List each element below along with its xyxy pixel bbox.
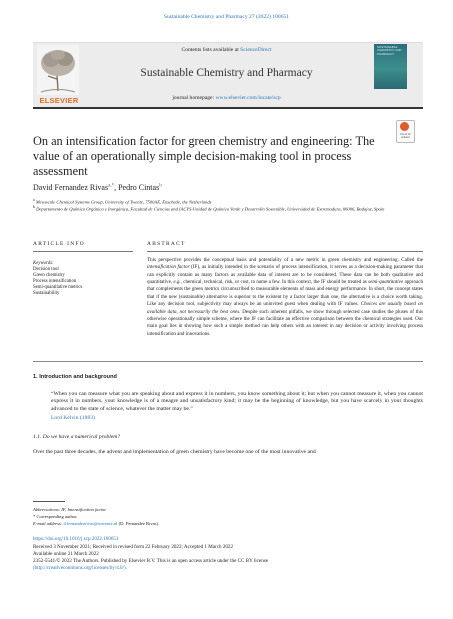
- abstract-text: approach that complements the green metrics circumscribed to measurable elements of mass and energy performance. In short, the concept states that if the new (sustainable) alternative is superior to the existent by a factor larger than one, the alternative is a choice worth taking. Like any decision tool, subjectivity may always be an uninvited guest when dealing with IF values.: [147, 279, 423, 308]
- keyword: Sustainability: [33, 291, 60, 296]
- affiliation-mark: b: [33, 205, 35, 209]
- check-updates-label: Check for updates: [399, 133, 412, 139]
- abstract-text-italic: Choices are usually based on available data, not necessarily the best ones.: [147, 301, 423, 315]
- available-online: Available online 21 March 2022: [33, 551, 99, 557]
- subsection-heading: 1.1. Do we have a numerical problem?: [33, 434, 121, 440]
- abstract-text-italic: semi-quantitative: [368, 279, 404, 286]
- author-name: Pedro Cintas: [118, 183, 160, 192]
- license-link[interactable]: (http://creativecommons.org/licenses/by/4.0/).: [33, 565, 127, 571]
- email-label: E-mail address:: [33, 521, 64, 526]
- abstract-rule: [147, 251, 423, 252]
- journal-title: Sustainable Chemistry and Pharmacy: [140, 67, 313, 79]
- affiliation-text: Mesoscale Chemical Systems Group, University of Twente, 7500AE, Enschede, the Netherlands: [35, 199, 212, 205]
- keyword: Semi-quantitative metrics: [33, 285, 83, 290]
- publisher-logo-text: ELSEVIER: [39, 96, 79, 105]
- homepage-link[interactable]: www.elsevier.com/locate/scp: [215, 95, 281, 101]
- contents-prefix: Contents lists available at: [181, 47, 241, 53]
- doi-link[interactable]: https://doi.org/10.1016/j.scp.2022.100651: [33, 536, 119, 542]
- abstract-text: Despite such inherent pitfalls, we show through selected case studies the pluses of this otherwise operationally simple scheme, where the IF can facilitate an effective comparison between the chemical strategies used. Our main goal lies in showing how such a simple method can help others with an interest in any decision or activity involving process intensification and innovations.: [147, 308, 424, 337]
- copyright-notice: 2352-5541/© 2022 The Authors. Published by Elsevier B.V. This is an open access article under the CC BY license: [33, 558, 268, 564]
- epigraph-quote: “When you can measure what you are speaking about and express it in numbers, you know something about it; but when you cannot measure it, when you cannot express it in numbers, your knowledge is of a meagre and unsatisfactory kind; it may be the beginning of knowledge, but you have scarcely in your thoughts advanced to the state of science, whatever the matter may be.”: [51, 391, 423, 412]
- abstract-text: (IF), as initially intended in the scenario of process intensification, it serves as a decision-making parameter that can explicitly contain as many factors as available data of interest are to be considered. These data can be both qualitative and quantitative,: [147, 264, 423, 286]
- epigraph-source-link[interactable]: Lord Kelvin (1883): [51, 415, 95, 421]
- section-heading: 1. Introduction and background: [33, 374, 117, 380]
- email-suffix: (D. Fernandez Rivas).: [117, 521, 160, 526]
- author-list: David Fernandez Rivas$^{a,*}$, Pedro Cintas$^b$: [33, 183, 162, 192]
- affiliation-mark: a: [33, 198, 35, 202]
- article-info-heading: ARTICLE INFO: [33, 241, 85, 247]
- journal-reference[interactable]: [0, 14, 453, 20]
- abstract-heading: ABSTRACT: [147, 241, 186, 247]
- article-title: On an intensification factor for green chemistry and engineering: The value of an operationally simple decision-making tool in process assessment: [33, 134, 375, 178]
- abstract-text: This perspective provides the conceptual basis and potentiality of a new metric in green chemistry and engineering. Called the: [147, 257, 423, 263]
- email-link[interactable]: d.fernandezrivas@utwente.nl: [63, 521, 118, 526]
- abstract-text-italic: e.g.: [173, 279, 181, 286]
- keyword: Decision tool: [33, 267, 59, 272]
- sciencedirect-link[interactable]: ScienceDirect: [240, 47, 272, 53]
- footnote-rule: [33, 501, 65, 502]
- footnote-text: * Corresponding author.: [33, 514, 78, 519]
- abstract-text: , chemical, technical, risk, or cost, to name a few. In this context, the IF should be treated as: [180, 279, 369, 286]
- received-dates: Received 3 November 2021; Received in revised form 22 February 2022; Accepted 1 March 2022: [33, 544, 234, 550]
- affiliation-b: [33, 204, 423, 213]
- author-name: David Fernandez Rivas: [33, 183, 109, 192]
- author-affiliation-mark[interactable]: a,*: [108, 183, 115, 189]
- footnote-text: Abbreviations: IF, Intensification factor.: [33, 507, 107, 512]
- footnote-corresponding: [33, 514, 78, 519]
- keyword: Green chemistry: [33, 273, 65, 278]
- author-affiliation-mark[interactable]: b: [159, 183, 162, 189]
- abstract-text-italic: intensification factor: [147, 264, 190, 271]
- abstract-body: [147, 257, 423, 338]
- abstract-paragraph: [147, 257, 423, 338]
- journal-reference-link[interactable]: Sustainable Chemistry and Pharmacy 27 (2022) 100651: [163, 14, 290, 20]
- keywords-label: Keywords:: [33, 261, 54, 266]
- abstract-bottom-rule: [33, 361, 423, 362]
- affiliation-text: Departamento de Química Orgánica e Inorgánica, Facultad de Ciencias and IACYS-Unidad de Química Verde y Desarrollo Sostenible, Universidad de Extremadura, 06006, Badajoz, Spain: [36, 206, 385, 212]
- article-info-rule: [33, 251, 133, 252]
- header-rule: [33, 107, 423, 109]
- homepage-prefix: journal homepage:: [172, 95, 216, 101]
- keyword: Process intensification: [33, 279, 77, 284]
- footnote-abbreviations: [33, 507, 107, 512]
- footnote-email: [33, 521, 159, 526]
- body-paragraph: Over the past three decades, the advent and implementation of green chemistry have become one of the most innovative and: [33, 449, 316, 455]
- journal-cover-text: SUSTAINABLE CHEMISTRY AND PHARMACY: [377, 45, 402, 56]
- check-updates-icon: [400, 122, 409, 131]
- journal-homepage: [0, 95, 453, 101]
